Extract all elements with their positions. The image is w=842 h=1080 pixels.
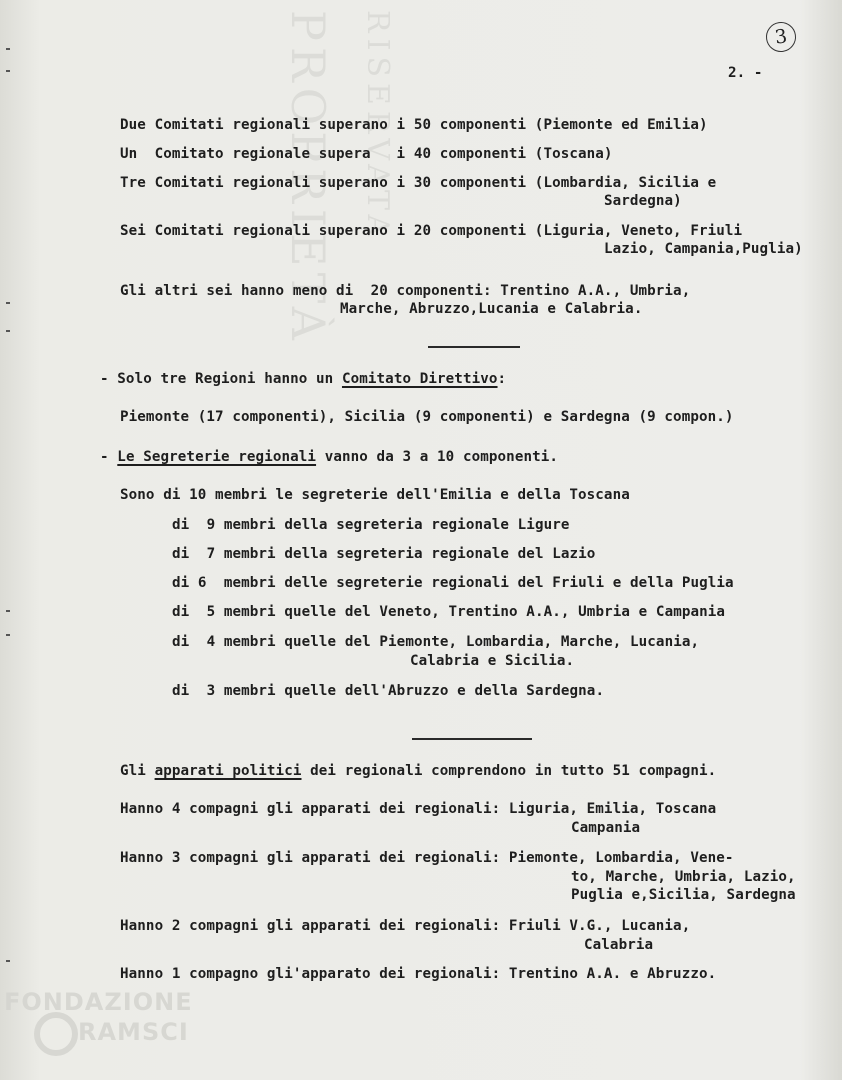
logo-line-2: RAMSCI xyxy=(78,1018,189,1046)
text-line: Puglia e,Sicilia, Sardegna xyxy=(571,887,796,903)
text-line: Sono di 10 membri le segreterie dell'Emilia e della Toscana xyxy=(120,487,630,503)
heading-suffix: : xyxy=(497,371,507,387)
fondazione-gramsci-logo xyxy=(4,988,209,1068)
margin-mark xyxy=(6,610,10,612)
logo-g-mark xyxy=(34,1012,78,1056)
margin-mark xyxy=(6,302,10,304)
text-line: di 6 membri delle segreterie regionali del Friuli e della Puglia xyxy=(172,575,734,591)
page-number: 2. - xyxy=(728,65,763,81)
heading-suffix: dei regionali comprendono in tutto 51 compagni. xyxy=(301,763,717,779)
underlined-term: Comitato Direttivo xyxy=(341,371,498,387)
text-line: Gli altri sei hanno meno di 20 componenti: Trentino A.A., Umbria, xyxy=(120,283,691,299)
text-line: di 3 membri quelle dell'Abruzzo e della Sardegna. xyxy=(172,683,605,699)
text-line: Sei Comitati regionali superano i 20 componenti (Liguria, Veneto, Friuli xyxy=(120,223,743,239)
text-line: Due Comitati regionali superano i 50 componenti (Piemonte ed Emilia) xyxy=(120,117,708,133)
text-line: Hanno 4 compagni gli apparati dei regionali: Liguria, Emilia, Toscana xyxy=(120,801,717,817)
text-line: Piemonte (17 componenti), Sicilia (9 componenti) e Sardegna (9 compon.) xyxy=(120,409,734,425)
direttivo-heading xyxy=(100,370,506,388)
underlined-term: Le Segreterie regionali xyxy=(117,449,317,465)
underlined-term: apparati politici xyxy=(154,763,302,779)
margin-mark xyxy=(6,330,10,332)
text-line: Lazio, Campania,Puglia) xyxy=(604,241,803,257)
section-divider xyxy=(428,346,520,348)
heading-prefix: - xyxy=(100,449,118,465)
heading-prefix: Gli xyxy=(120,763,155,779)
text-line: di 9 membri della segreteria regionale Ligure xyxy=(172,517,570,533)
text-line: Un Comitato regionale supera i 40 componenti (Toscana) xyxy=(120,146,613,162)
heading-suffix: vanno da 3 a 10 componenti. xyxy=(316,449,559,465)
watermark-text: PROPRIETÀ xyxy=(281,10,335,347)
text-line: Calabria e Sicilia. xyxy=(410,653,575,669)
text-line: Hanno 1 compagno gli'apparato dei regionali: Trentino A.A. e Abruzzo. xyxy=(120,966,717,982)
text-line: Hanno 2 compagni gli apparati dei regionali: Friuli V.G., Lucania, xyxy=(120,918,691,934)
text-line: di 5 membri quelle del Veneto, Trentino A.A., Umbria e Campania xyxy=(172,604,726,620)
text-line: Calabria xyxy=(584,937,654,953)
circled-page-number: 3 xyxy=(764,20,798,54)
text-line: di 4 membri quelle del Piemonte, Lombardia, Marche, Lucania, xyxy=(172,634,700,650)
watermark-text-secondary: RISERVATA xyxy=(360,10,395,243)
logo-line-1: FONDAZIONE xyxy=(4,988,193,1016)
text-line: Campania xyxy=(571,820,641,836)
text-line: Tre Comitati regionali superano i 30 componenti (Lombardia, Sicilia e xyxy=(120,175,717,191)
section-divider xyxy=(412,738,532,740)
text-line: to, Marche, Umbria, Lazio, xyxy=(571,869,796,885)
text-line: Hanno 3 compagni gli apparati dei regionali: Piemonte, Lombardia, Vene- xyxy=(120,850,734,866)
text-line: Marche, Abruzzo,Lucania e Calabria. xyxy=(340,301,643,317)
segreterie-heading xyxy=(100,448,558,466)
apparati-heading xyxy=(120,762,716,780)
margin-mark xyxy=(6,960,10,962)
heading-prefix: - Solo tre Regioni hanno un xyxy=(100,371,342,387)
margin-mark xyxy=(6,48,10,50)
text-line: di 7 membri della segreteria regionale del Lazio xyxy=(172,546,596,562)
text-line: Sardegna) xyxy=(604,193,682,209)
margin-mark xyxy=(6,634,10,636)
margin-mark xyxy=(6,70,10,72)
